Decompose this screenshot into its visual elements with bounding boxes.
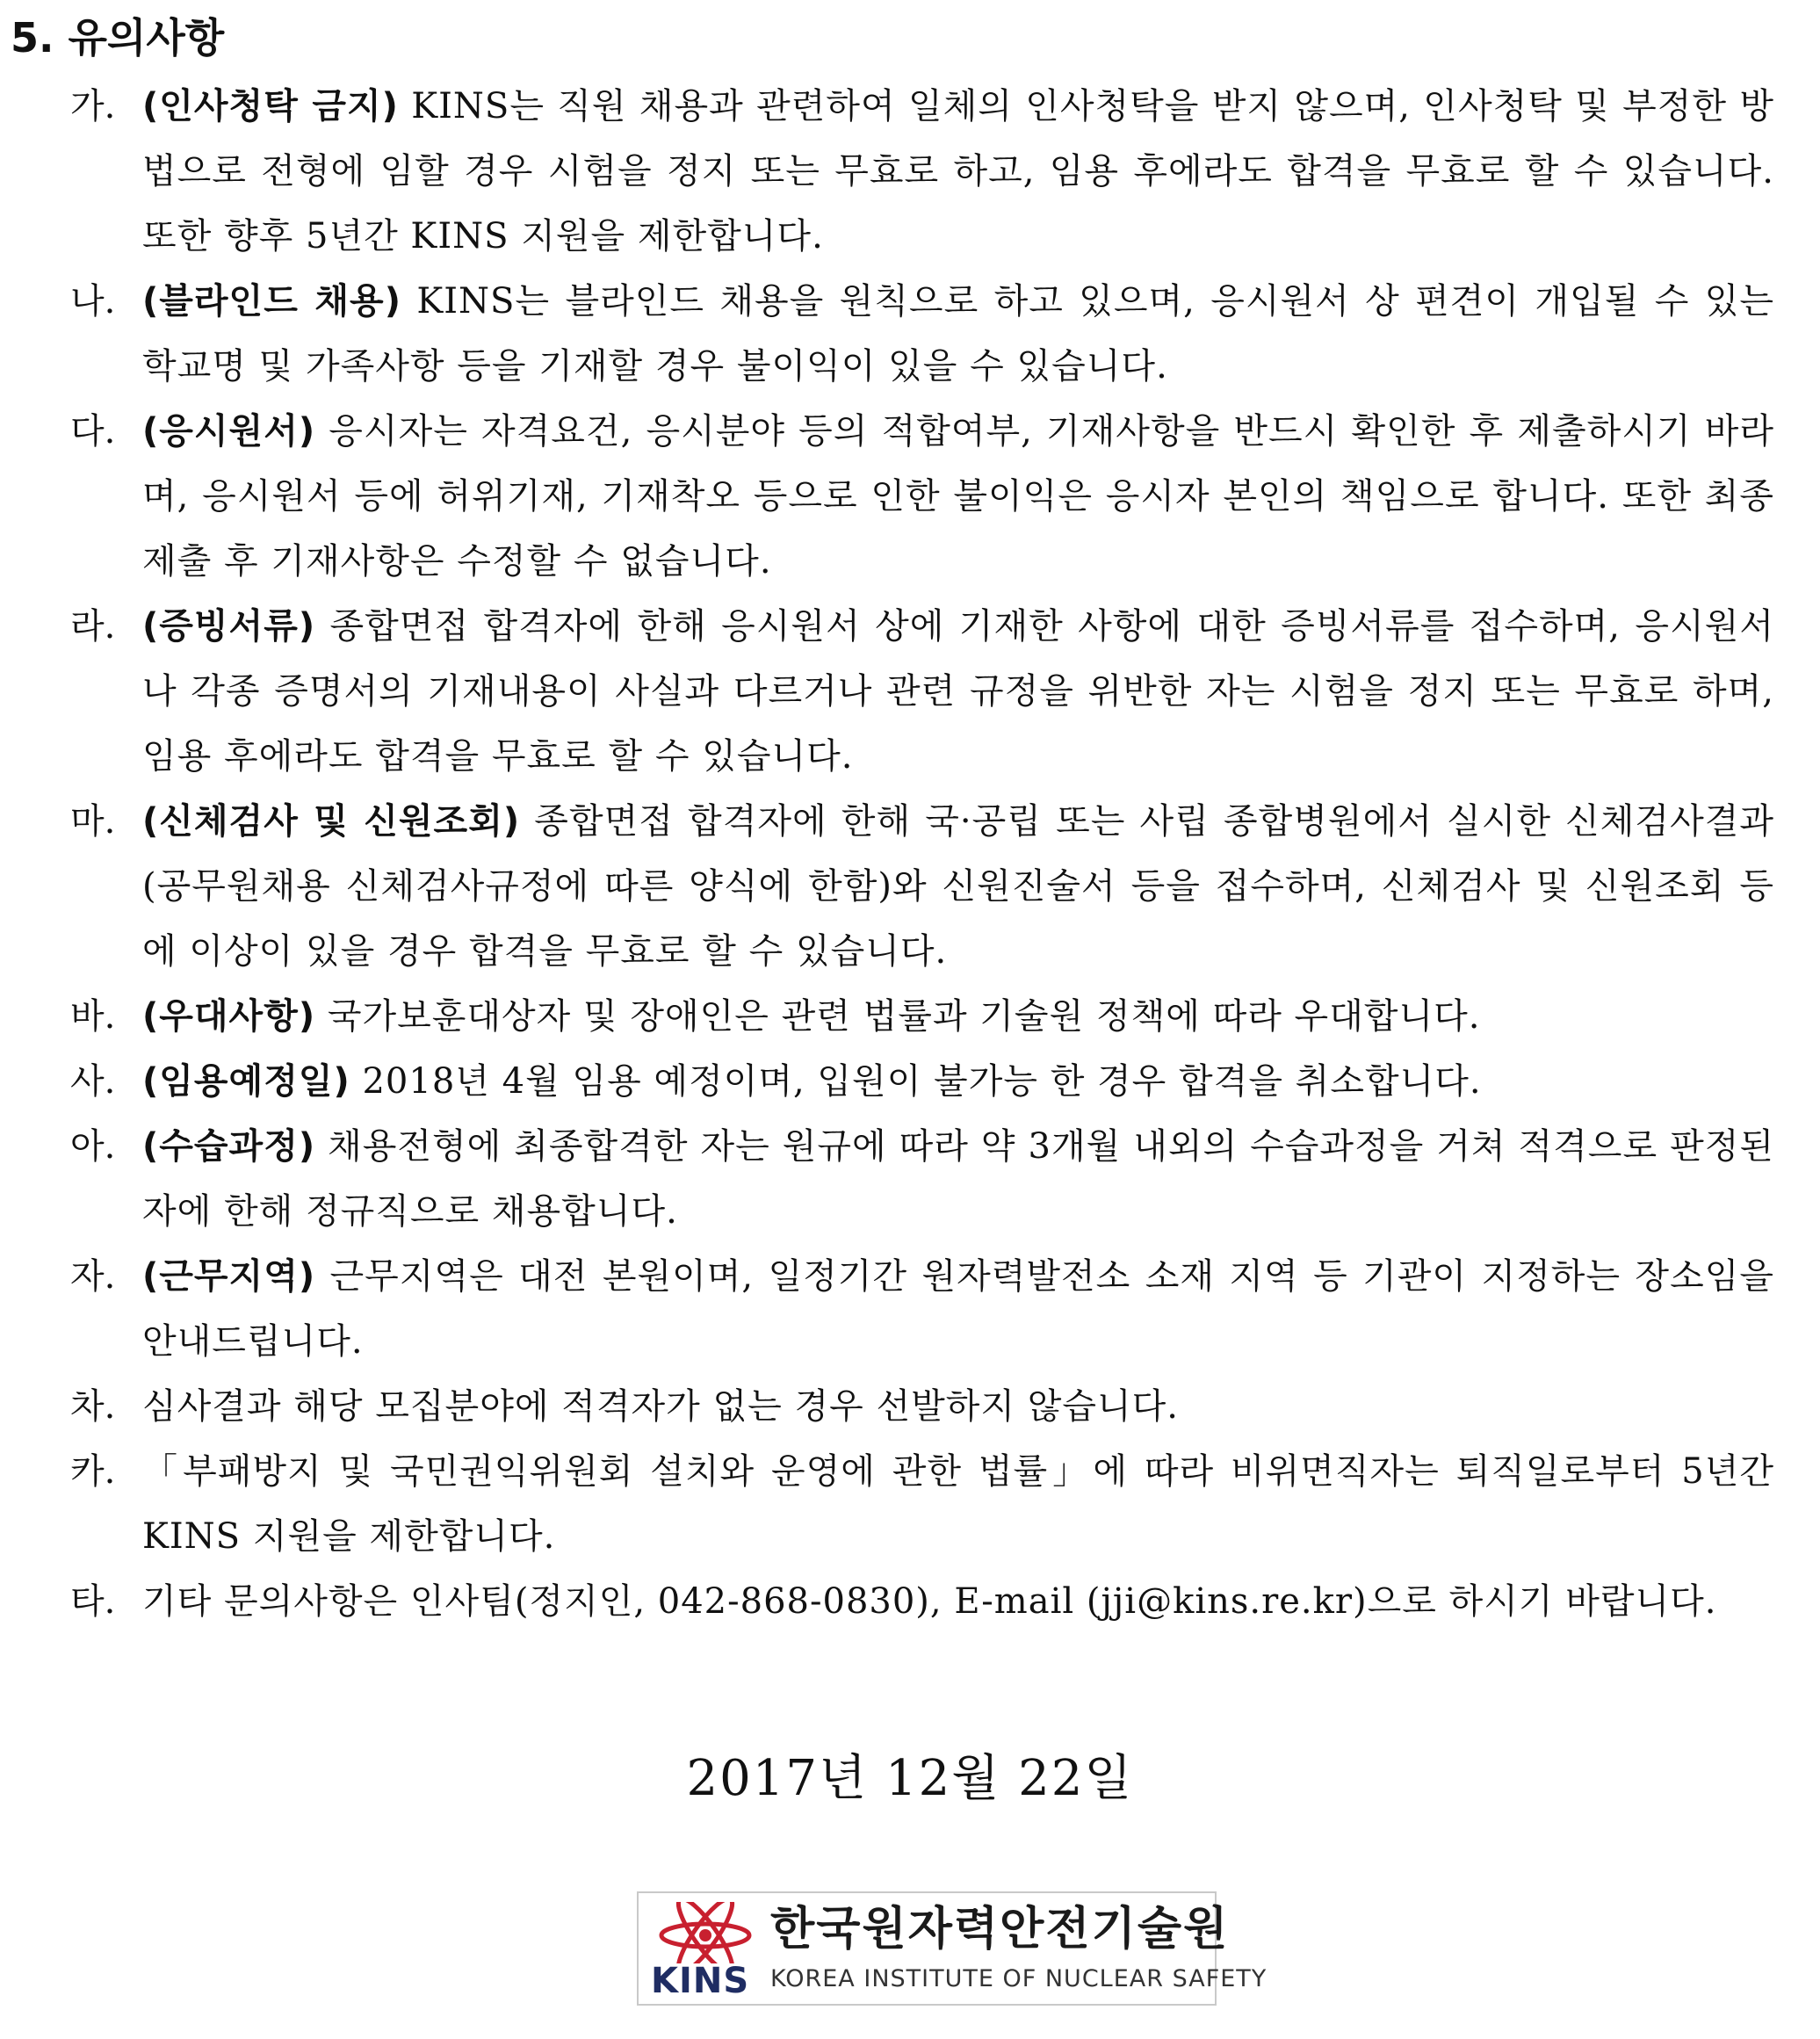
notice-title: (인사청탁 금지) bbox=[142, 86, 399, 127]
notice-item bbox=[70, 1049, 1774, 1114]
notice-item bbox=[70, 1569, 1774, 1634]
notice-body bbox=[142, 269, 1774, 399]
notice-marker: 바. bbox=[70, 996, 116, 1037]
notice-body bbox=[142, 984, 1774, 1049]
notice-marker: 가. bbox=[70, 86, 116, 127]
notice-text: 근무지역은 대전 본원이며, 일정기간 원자력발전소 소재 지역 등 기관이 지정하는 장소임을 안내드립니다. bbox=[142, 1256, 1774, 1362]
notice-marker: 사. bbox=[70, 1061, 116, 1102]
notice-body bbox=[142, 1439, 1774, 1569]
notice-item bbox=[70, 1374, 1774, 1439]
notice-item bbox=[70, 789, 1774, 984]
notice-text: 응시자는 자격요건, 응시분야 등의 적합여부, 기재사항을 반드시 확인한 후 제출하시기 바라며, 응시원서 등에 허위기재, 기재착오 등으로 인한 불이익은 응시자 본인의 책임으로 합니다. 또한 최종제출 후 기재사항은 수정할 수 없습니다. bbox=[142, 411, 1774, 582]
notice-marker: 라. bbox=[70, 606, 116, 647]
notice-title: (블라인드 채용) bbox=[142, 281, 401, 322]
notice-body bbox=[142, 1049, 1774, 1114]
notice-text: 「부패방지 및 국민권익위원회 설치와 운영에 관한 법률」에 따라 비위면직자는 퇴직일로부터 5년간 KINS 지원을 제한합니다. bbox=[142, 1451, 1774, 1557]
logo-abbreviation: KINS bbox=[651, 1961, 750, 2001]
logo-org-name: 한국원자력안전기술원 bbox=[770, 1903, 1230, 1956]
notice-text: 채용전형에 최종합격한 자는 원규에 따라 약 3개월 내외의 수습과정을 거쳐 적격으로 판정된 자에 한해 정규직으로 채용합니다. bbox=[142, 1126, 1774, 1232]
notice-item bbox=[70, 269, 1774, 399]
notice-marker: 타. bbox=[70, 1581, 116, 1622]
notice-marker: 차. bbox=[70, 1386, 116, 1427]
notice-text: 기타 문의사항은 인사팀(정지인, 042-868-0830), E-mail (jji@kins.re.kr)으로 하시기 바랍니다. bbox=[142, 1581, 1717, 1622]
notice-marker: 마. bbox=[70, 801, 116, 842]
notice-body bbox=[142, 1244, 1774, 1374]
notice-body bbox=[142, 594, 1774, 789]
notice-item bbox=[70, 1244, 1774, 1374]
notice-marker: 아. bbox=[70, 1126, 116, 1167]
notice-marker: 자. bbox=[70, 1256, 116, 1297]
notice-title: (우대사항) bbox=[142, 996, 316, 1037]
logo-english-name: KOREA INSTITUTE OF NUCLEAR SAFETY bbox=[770, 1965, 1268, 1992]
notice-text: 국가보훈대상자 및 장애인은 관련 법률과 기술원 정책에 따라 우대합니다. bbox=[315, 996, 1481, 1037]
notice-body bbox=[142, 1374, 1774, 1439]
notice-item bbox=[70, 74, 1774, 269]
kins-logo bbox=[637, 1891, 1268, 2006]
notice-marker: 카. bbox=[70, 1451, 116, 1492]
notice-title: (증빙서류) bbox=[142, 606, 316, 647]
notice-body bbox=[142, 399, 1774, 594]
notice-text: KINS는 블라인드 채용을 원칙으로 하고 있으며, 응시원서 상 편견이 개입될 수 있는 학교명 및 가족사항 등을 기재할 경우 불이익이 있을 수 있습니다. bbox=[142, 281, 1775, 387]
notice-title: (근무지역) bbox=[142, 1256, 316, 1297]
announcement-date: 2017년 12월 22일 bbox=[686, 1750, 1134, 1807]
notice-item bbox=[70, 399, 1774, 594]
notice-text: 심사결과 해당 모집분야에 적격자가 없는 경우 선발하지 않습니다. bbox=[142, 1386, 1179, 1427]
notice-text: KINS는 직원 채용과 관련하여 일체의 인사청탁을 받지 않으며, 인사청탁 및 부정한 방법으로 전형에 임할 경우 시험을 정지 또는 무효로 하고, 임용 후에라도 합격을 무효로 할 수 있습니다. 또한 향후 5년간 KINS 지원을 제한합니다. bbox=[142, 86, 1775, 257]
notice-item bbox=[70, 594, 1774, 789]
atom-emblem-icon bbox=[653, 1902, 758, 1963]
notice-text: 종합면접 합격자에 한해 국·공립 또는 사립 종합병원에서 실시한 신체검사결과(공무원채용 신체검사규정에 따른 양식에 한함)와 신원진술서 등을 접수하며, 신체검사 및 신원조회 등에 이상이 있을 경우 합격을 무효로 할 수 있습니다. bbox=[142, 801, 1774, 972]
notice-item bbox=[70, 984, 1774, 1049]
notice-body bbox=[142, 789, 1774, 984]
notice-title: (수습과정) bbox=[142, 1126, 316, 1167]
notice-marker: 다. bbox=[70, 411, 116, 452]
notice-item bbox=[70, 1439, 1774, 1569]
notice-item bbox=[70, 1114, 1774, 1244]
notice-marker: 나. bbox=[70, 281, 116, 322]
notice-body bbox=[142, 74, 1774, 269]
notice-text: 2018년 4월 임용 예정이며, 입원이 불가능 한 경우 합격을 취소합니다. bbox=[350, 1061, 1482, 1102]
section-heading: 5. 유의사항 bbox=[11, 14, 225, 61]
notice-body bbox=[142, 1569, 1774, 1634]
notice-title: (응시원서) bbox=[142, 411, 316, 452]
notice-title: (신체검사 및 신원조회) bbox=[142, 801, 521, 842]
notice-text: 종합면접 합격자에 한해 응시원서 상에 기재한 사항에 대한 증빙서류를 접수하며, 응시원서나 각종 증명서의 기재내용이 사실과 다르거나 관련 규정을 위반한 자는 시험을 정지 또는 무효로 하며, 임용 후에라도 합격을 무효로 할 수 있습니다. bbox=[142, 606, 1774, 777]
notice-body bbox=[142, 1114, 1774, 1244]
notice-title: (임용예정일) bbox=[142, 1061, 350, 1102]
notice-list bbox=[70, 74, 1774, 1634]
